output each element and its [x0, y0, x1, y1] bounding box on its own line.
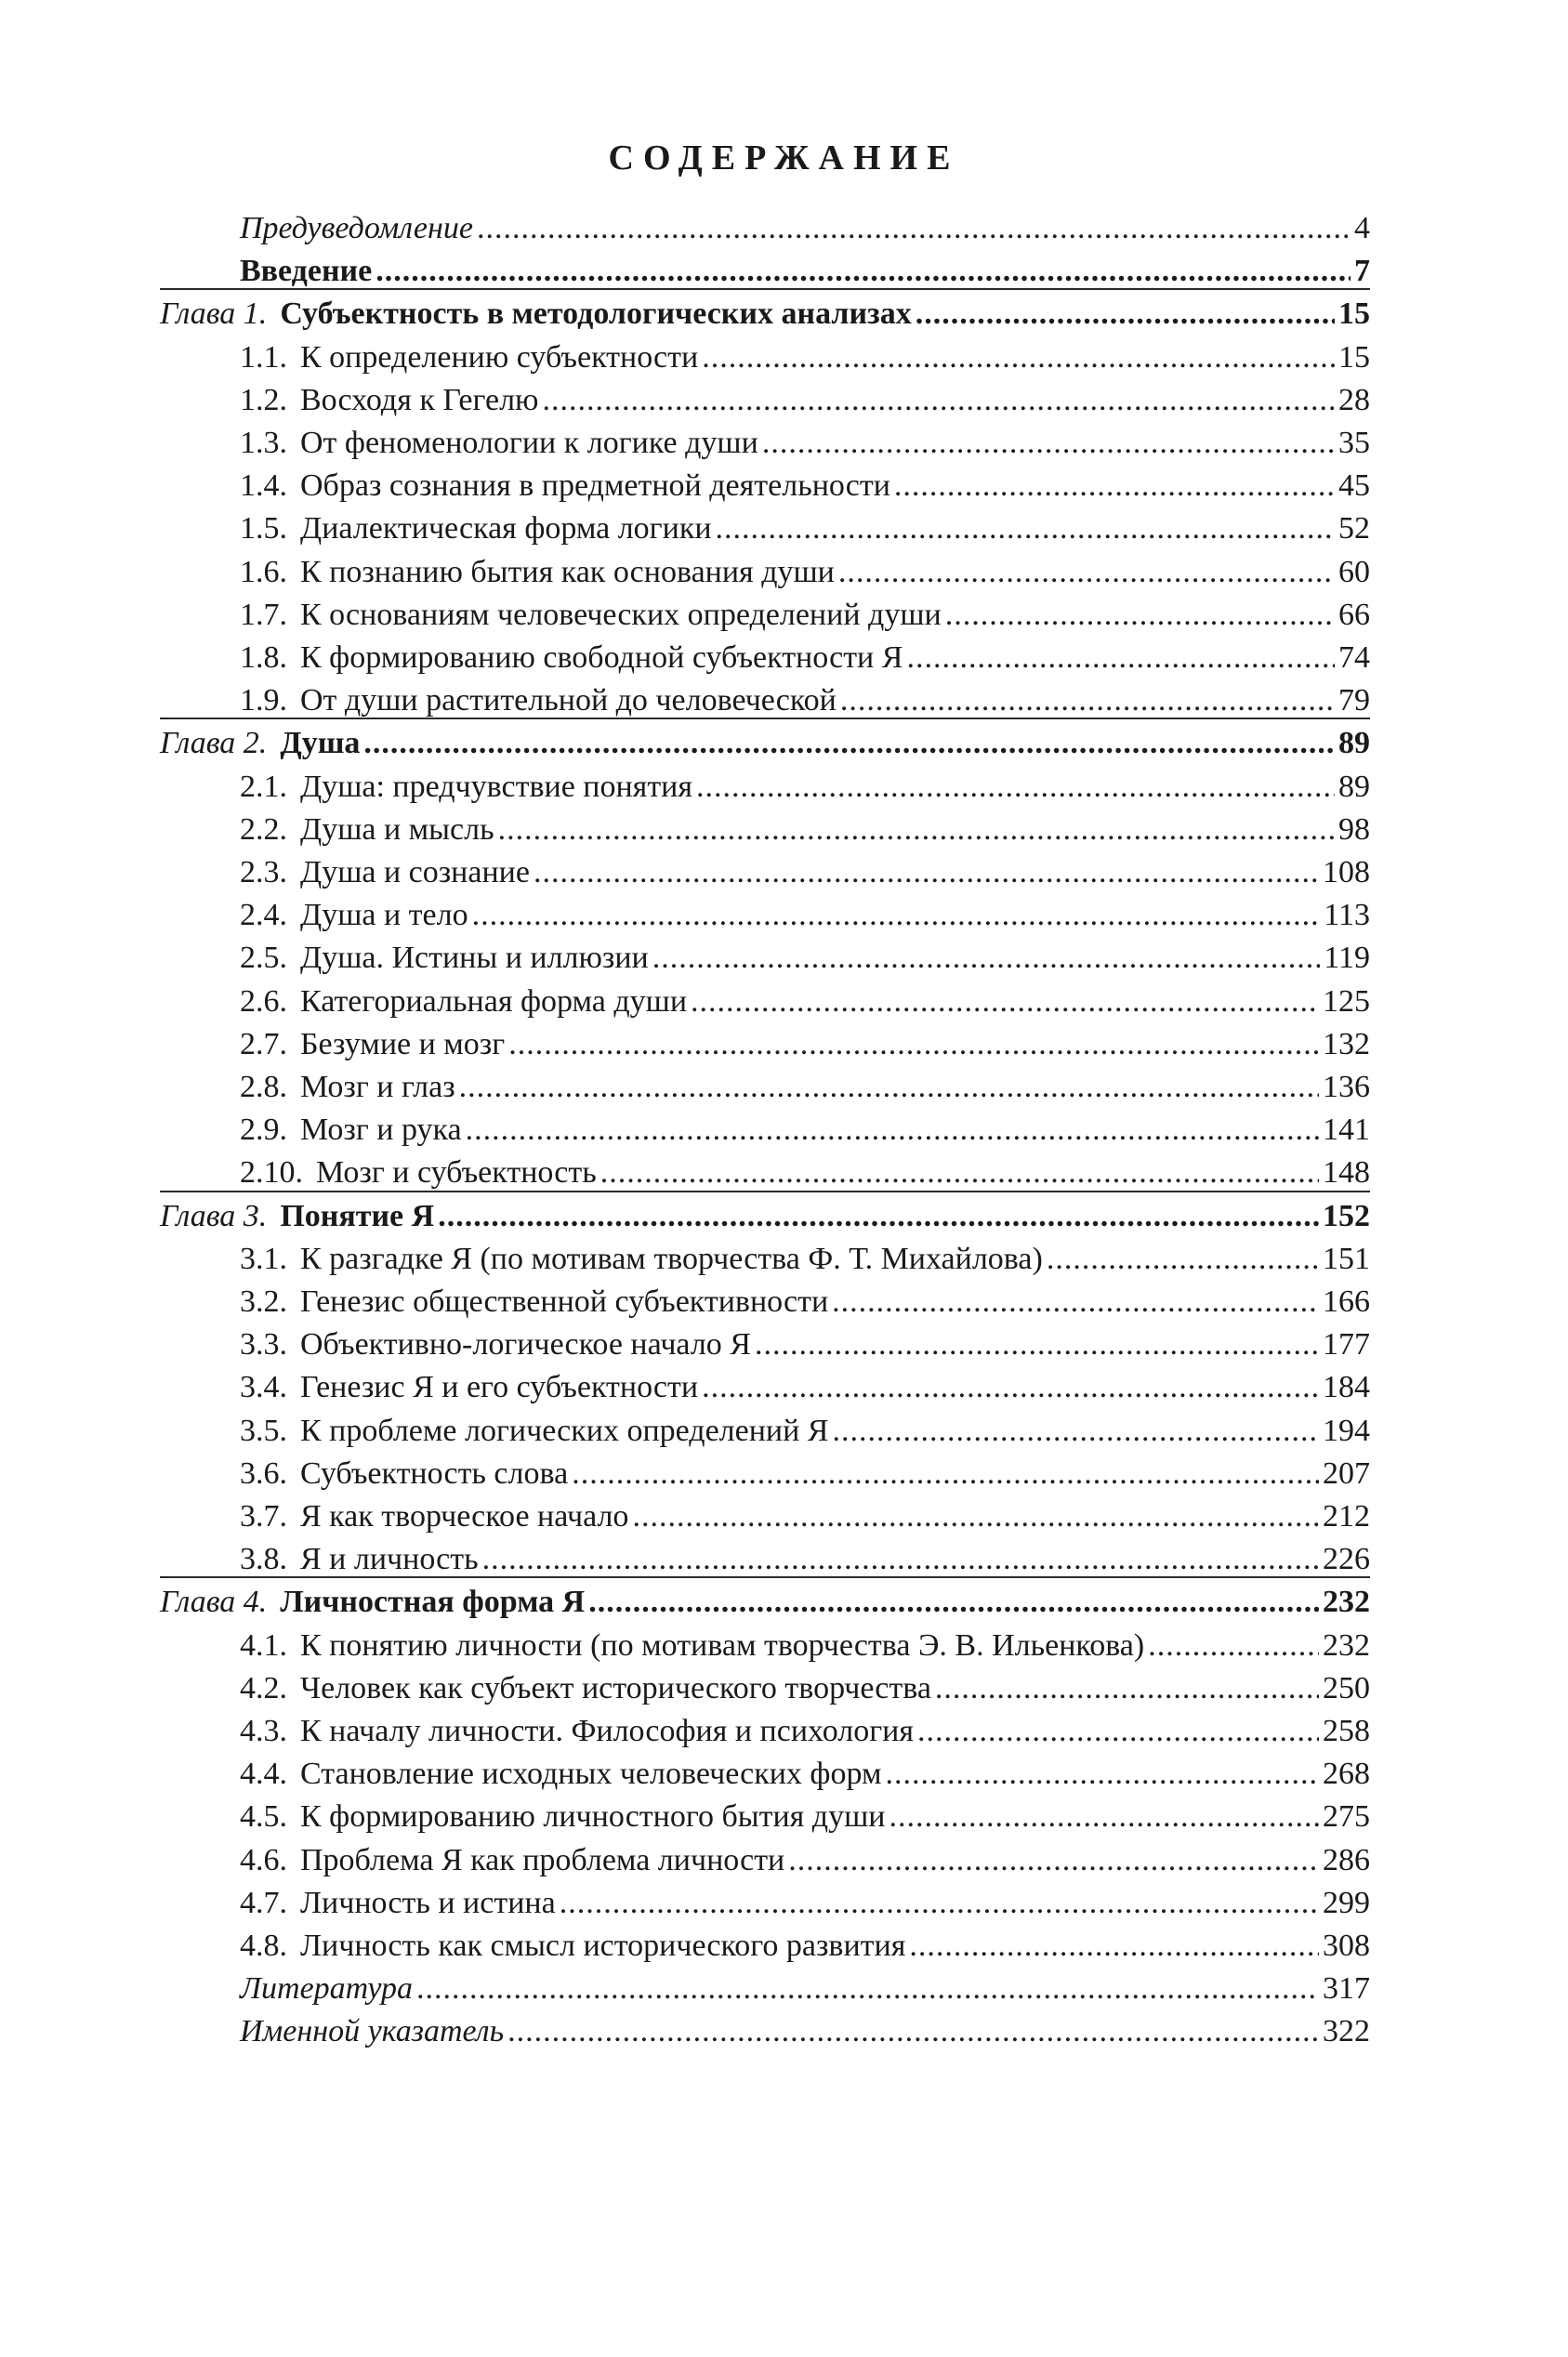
dot-leader — [788, 1838, 1319, 1882]
dot-leader — [755, 1323, 1319, 1366]
section-number: 2.1. — [240, 770, 287, 804]
section-number: 2.5. — [240, 941, 287, 975]
dot-leader — [472, 893, 1321, 937]
dot-leader — [498, 808, 1335, 851]
toc-section[interactable] — [240, 1495, 1370, 1538]
toc-section[interactable] — [240, 893, 1370, 937]
page-number: 52 — [1338, 511, 1370, 546]
dot-leader — [466, 1108, 1319, 1152]
toc-chapter[interactable] — [160, 292, 1370, 336]
dot-leader — [833, 1409, 1320, 1453]
page-number: 226 — [1323, 1542, 1370, 1576]
page-number: 317 — [1323, 1971, 1370, 2006]
section-number: 3.8. — [240, 1542, 287, 1576]
dot-leader — [507, 2009, 1319, 2053]
page-number: 322 — [1323, 2014, 1370, 2048]
dot-leader — [508, 1022, 1319, 1066]
page-number: 141 — [1323, 1113, 1370, 1147]
entry-title: Душа и мысль — [300, 812, 494, 847]
page-number: 79 — [1338, 683, 1370, 718]
dot-leader — [588, 1580, 1319, 1624]
toc-section[interactable] — [240, 678, 1370, 722]
entry-title: К познанию бытия как основания души — [300, 555, 835, 589]
toc-chapter[interactable] — [160, 721, 1370, 765]
entry-title: Мозг и субъектность — [316, 1155, 597, 1190]
entry-title: Именной указатель — [240, 2014, 505, 2048]
page-number: 166 — [1323, 1284, 1370, 1319]
entry-title: Субъектность слова — [300, 1456, 569, 1491]
dot-leader — [832, 1280, 1319, 1323]
page-number: 89 — [1338, 770, 1370, 804]
toc-section[interactable] — [240, 464, 1370, 507]
dot-leader — [909, 1924, 1319, 1968]
toc-chapter[interactable] — [160, 1580, 1370, 1624]
section-number: 2.9. — [240, 1113, 287, 1147]
toc-section[interactable] — [240, 1280, 1370, 1323]
page-number: 28 — [1338, 383, 1370, 417]
entry-title: Образ сознания в предметной деятельности — [300, 468, 890, 503]
toc-section[interactable] — [240, 850, 1370, 894]
dot-leader — [416, 1967, 1319, 2010]
dot-leader — [916, 292, 1335, 336]
page-number: 15 — [1338, 296, 1370, 331]
chapter-divider — [160, 1576, 1370, 1578]
page-number: 119 — [1324, 941, 1370, 975]
page-number: 7 — [1354, 254, 1370, 288]
section-number: 1.5. — [240, 511, 287, 546]
section-number: 2.3. — [240, 855, 287, 889]
entry-title: К началу личности. Философия и психология — [300, 1714, 915, 1748]
toc-section[interactable] — [240, 1537, 1370, 1581]
section-number: 1.6. — [240, 555, 287, 589]
page-number: 286 — [1323, 1843, 1370, 1877]
entry-title: Я и личность — [300, 1542, 479, 1576]
section-number: 4.8. — [240, 1929, 287, 1963]
toc-chapter[interactable] — [160, 1194, 1370, 1238]
entry-title: Субъектность в методологических анализах — [280, 296, 912, 331]
toc-section[interactable] — [240, 421, 1370, 465]
entry-title: Душа: предчувствие понятия — [300, 770, 693, 804]
entry-title: К понятию личности (по мотивам творчества Э. В. Ильенкова) — [300, 1628, 1145, 1663]
dot-leader — [363, 721, 1335, 765]
section-number: 4.5. — [240, 1799, 287, 1834]
dot-leader — [702, 336, 1335, 379]
page-number: 184 — [1323, 1370, 1370, 1404]
entry-title: Литература — [240, 1971, 414, 2006]
dot-leader — [1148, 1624, 1319, 1667]
toc-section[interactable] — [240, 808, 1370, 851]
section-number: 2.7. — [240, 1027, 287, 1061]
section-number: 1.7. — [240, 598, 287, 632]
section-number: 1.3. — [240, 426, 287, 460]
entry-title: Предуведомление — [240, 211, 473, 245]
entry-title: Мозг и глаз — [300, 1070, 455, 1104]
entry-title: К формированию свободной субъектности Я — [300, 640, 903, 675]
dot-leader — [716, 507, 1335, 550]
dot-leader — [542, 378, 1335, 422]
dot-leader — [600, 1151, 1319, 1194]
section-number: 4.4. — [240, 1757, 287, 1791]
entry-title: Душа и тело — [300, 898, 468, 932]
dot-leader — [438, 1194, 1319, 1238]
entry-title: Человек как субъект исторического творчества — [300, 1671, 931, 1705]
page-number: 258 — [1323, 1714, 1370, 1748]
page-number: 98 — [1338, 812, 1370, 847]
entry-title: Объективно-логическое начало Я — [300, 1327, 751, 1362]
page-number: 45 — [1338, 468, 1370, 503]
toc-section[interactable] — [240, 1709, 1370, 1753]
entry-title: Становление исходных человеческих форм — [300, 1757, 882, 1791]
toc-section[interactable] — [240, 550, 1370, 594]
dot-leader — [652, 936, 1321, 980]
toc-section[interactable] — [240, 507, 1370, 550]
toc-section[interactable] — [240, 636, 1370, 679]
section-number: 3.3. — [240, 1327, 287, 1362]
toc-section[interactable] — [240, 1151, 1370, 1194]
toc-front-matter[interactable] — [240, 206, 1370, 250]
dot-leader — [889, 1795, 1319, 1838]
toc-section[interactable] — [240, 1237, 1370, 1281]
chapter-divider — [160, 288, 1370, 290]
toc-section[interactable] — [240, 1365, 1370, 1409]
toc-section[interactable] — [240, 1323, 1370, 1366]
toc-section[interactable] — [240, 1752, 1370, 1796]
entry-title: Введение — [240, 254, 373, 288]
page-number: 125 — [1323, 984, 1370, 1019]
section-number: 2.4. — [240, 898, 287, 932]
entry-title: Душа и сознание — [300, 855, 530, 889]
page-number: 113 — [1324, 898, 1370, 932]
page-number: 177 — [1323, 1327, 1370, 1362]
section-number: 4.2. — [240, 1671, 287, 1705]
page-number: 152 — [1323, 1199, 1370, 1233]
dot-leader — [702, 1365, 1319, 1409]
section-number: 2.10. — [240, 1155, 303, 1190]
toc-front-matter[interactable] — [240, 1967, 1370, 2010]
entry-title: Личностная форма Я — [280, 1585, 586, 1619]
toc-section[interactable] — [240, 980, 1370, 1023]
toc-section[interactable] — [240, 593, 1370, 637]
dot-leader — [906, 636, 1335, 679]
toc-section[interactable] — [240, 1795, 1370, 1838]
section-number: 1.2. — [240, 383, 287, 417]
entry-title: Я как творческое начало — [300, 1499, 629, 1534]
entry-title: Мозг и рука — [300, 1113, 462, 1147]
entry-title: К основаниям человеческих определений души — [300, 598, 942, 632]
entry-title: Понятие Я — [280, 1199, 435, 1233]
dot-leader — [838, 550, 1335, 594]
toc-section[interactable] — [240, 378, 1370, 422]
page-number: 35 — [1338, 426, 1370, 460]
page-number: 148 — [1323, 1155, 1370, 1190]
dot-leader — [1047, 1237, 1319, 1281]
toc-front-matter[interactable] — [240, 249, 1370, 293]
entry-title: Генезис Я и его субъектности — [300, 1370, 699, 1404]
chapter-number: Глава 1. — [160, 296, 268, 331]
page-number: 74 — [1338, 640, 1370, 675]
toc-section[interactable] — [240, 1666, 1370, 1710]
entry-title: Проблема Я как проблема личности — [300, 1843, 785, 1877]
entry-title: Диалектическая форма логики — [300, 511, 712, 546]
page-number: 232 — [1323, 1628, 1370, 1663]
toc-front-matter[interactable] — [240, 2009, 1370, 2053]
entry-title: Генезис общественной субъективности — [300, 1284, 829, 1319]
entry-title: Личность и истина — [300, 1886, 556, 1920]
dot-leader — [691, 980, 1319, 1023]
dot-leader — [560, 1881, 1319, 1925]
toc-section[interactable] — [240, 765, 1370, 809]
entry-title: К разгадке Я (по мотивам творчества Ф. Т. Михайлова) — [300, 1242, 1043, 1276]
dot-leader — [459, 1065, 1319, 1109]
dot-leader — [840, 678, 1335, 722]
section-number: 2.8. — [240, 1070, 287, 1104]
page-number: 132 — [1323, 1027, 1370, 1061]
dot-leader — [894, 464, 1335, 507]
dot-leader — [935, 1666, 1319, 1710]
entry-title: Личность как смысл исторического развития — [300, 1929, 906, 1963]
toc-section[interactable] — [240, 336, 1370, 379]
entry-title: Душа — [280, 726, 361, 760]
dot-leader — [477, 206, 1351, 250]
section-number: 1.1. — [240, 340, 287, 375]
section-number: 1.4. — [240, 468, 287, 503]
section-number: 4.1. — [240, 1628, 287, 1663]
toc-section[interactable] — [240, 1065, 1370, 1109]
section-number: 3.7. — [240, 1499, 287, 1534]
page-number: 136 — [1323, 1070, 1370, 1104]
toc-section[interactable] — [240, 1452, 1370, 1495]
dot-leader — [885, 1752, 1319, 1796]
toc-section[interactable] — [240, 936, 1370, 980]
toc-section[interactable] — [240, 1624, 1370, 1667]
page-number: 194 — [1323, 1414, 1370, 1448]
entry-title: От души растительной до человеческой — [300, 683, 837, 718]
section-number: 3.6. — [240, 1456, 287, 1491]
entry-title: Душа. Истины и иллюзии — [300, 941, 649, 975]
entry-title: К определению субъектности — [300, 340, 699, 375]
entry-title: Категориальная форма души — [300, 984, 688, 1019]
page-number: 60 — [1338, 555, 1370, 589]
toc-section[interactable] — [240, 1108, 1370, 1152]
page-number: 207 — [1323, 1456, 1370, 1491]
section-number: 4.3. — [240, 1714, 287, 1748]
entry-title: К формированию личностного бытия души — [300, 1799, 886, 1834]
page-number: 299 — [1323, 1886, 1370, 1920]
dot-leader — [376, 249, 1351, 293]
page-number: 232 — [1323, 1585, 1370, 1619]
dot-leader — [762, 421, 1335, 465]
chapter-divider — [160, 718, 1370, 719]
dot-leader — [572, 1452, 1319, 1495]
page-number: 108 — [1323, 855, 1370, 889]
section-number: 2.2. — [240, 812, 287, 847]
entry-title: К проблеме логических определений Я — [300, 1414, 829, 1448]
dot-leader — [632, 1495, 1319, 1538]
chapter-divider — [160, 1191, 1370, 1192]
section-number: 1.8. — [240, 640, 287, 675]
dot-leader — [917, 1709, 1319, 1753]
chapter-number: Глава 3. — [160, 1199, 268, 1233]
toc-section[interactable] — [240, 1022, 1370, 1066]
entry-title: Безумие и мозг — [300, 1027, 506, 1061]
page-number: 15 — [1338, 340, 1370, 375]
entry-title: Восходя к Гегелю — [300, 383, 539, 417]
page-number: 268 — [1323, 1757, 1370, 1791]
page-number: 275 — [1323, 1799, 1370, 1834]
dot-leader — [945, 593, 1335, 637]
page-number: 212 — [1323, 1499, 1370, 1534]
dot-leader — [482, 1537, 1319, 1581]
page-number: 250 — [1323, 1671, 1370, 1705]
toc-section[interactable] — [240, 1881, 1370, 1925]
page-number: 308 — [1323, 1929, 1370, 1963]
section-number: 1.9. — [240, 683, 287, 718]
page-number: 89 — [1338, 726, 1370, 760]
dot-leader — [696, 765, 1335, 809]
chapter-number: Глава 2. — [160, 726, 268, 760]
section-number: 3.4. — [240, 1370, 287, 1404]
page-number: 4 — [1354, 211, 1370, 245]
section-number: 3.2. — [240, 1284, 287, 1319]
entry-title: От феноменологии к логике души — [300, 426, 758, 460]
page-number: 151 — [1323, 1242, 1370, 1276]
chapter-number: Глава 4. — [160, 1585, 268, 1619]
section-number: 4.6. — [240, 1843, 287, 1877]
section-number: 3.1. — [240, 1242, 287, 1276]
page-number: 66 — [1338, 598, 1370, 632]
page-title: СОДЕРЖАНИЕ — [608, 138, 960, 178]
dot-leader — [534, 850, 1319, 894]
section-number: 3.5. — [240, 1414, 287, 1448]
section-number: 4.7. — [240, 1886, 287, 1920]
toc-section[interactable] — [240, 1838, 1370, 1882]
toc-section[interactable] — [240, 1409, 1370, 1453]
toc-section[interactable] — [240, 1924, 1370, 1968]
section-number: 2.6. — [240, 984, 287, 1019]
